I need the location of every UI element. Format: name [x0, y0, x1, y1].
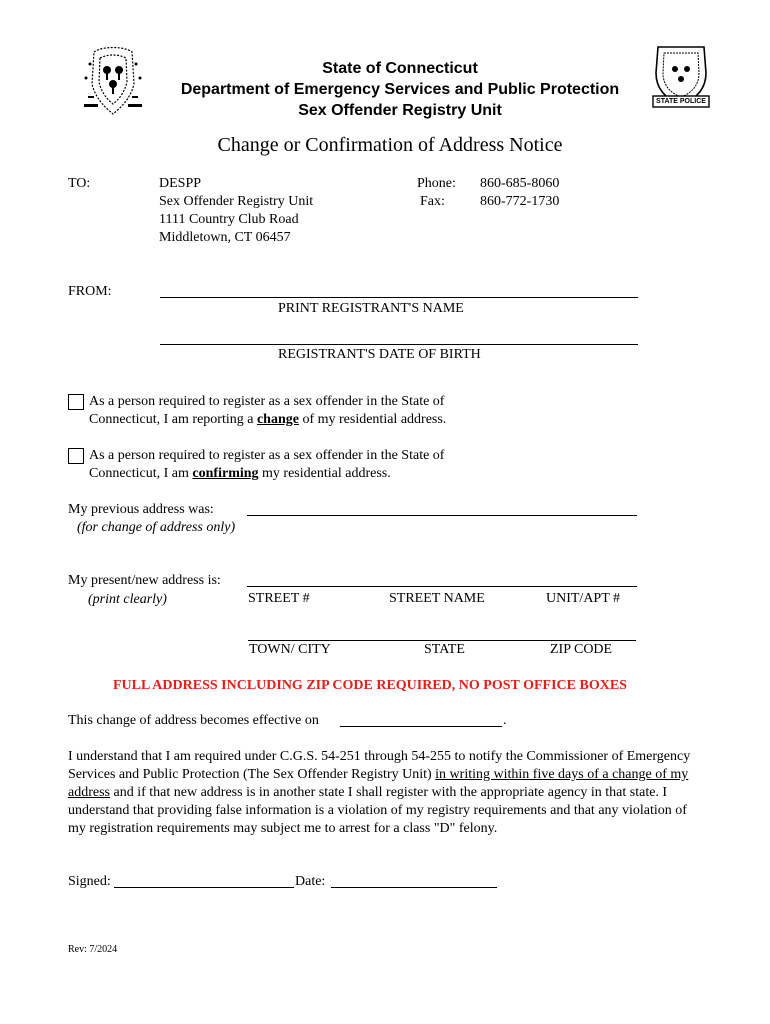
statement-text: and if that new address is in another state I shall register with the appropriate agency in that state. I understand that providing false information is a violation of my registry requirements and that any violation of my registration requirements may subject me to arrest for a class "D" felony.	[68, 785, 687, 836]
effective-date-text: This change of address becomes effective on	[68, 713, 319, 728]
change-option-line2	[89, 412, 446, 428]
statement-text: I understand that I am required under C.G.S. 54-251 through 54-255 to notify the Commissioner of Emergency Services and Public Protection (The Sex Offender Registry Unit)	[68, 749, 691, 782]
previous-address-label: My previous address was:	[68, 502, 214, 517]
unit-caption: UNIT/APT #	[546, 591, 621, 606]
present-address-label: My present/new address is:	[68, 573, 221, 588]
from-label: FROM:	[68, 284, 112, 299]
header-unit: Sex Offender Registry Unit	[298, 102, 502, 119]
fax-number: 860-772-1730	[480, 194, 560, 209]
signed-label: Signed:	[68, 874, 111, 889]
zip-required-warning: FULL ADDRESS INCLUDING ZIP CODE REQUIRED, NO POST OFFICE BOXES	[113, 678, 627, 693]
town-caption: TOWN/ CITY	[249, 642, 331, 657]
confirm-option-line1: As a person required to register as a sex offender in the State of	[89, 448, 445, 463]
change-option-line1: As a person required to register as a sex offender in the State of	[89, 394, 445, 409]
street-name-caption: STREET NAME	[389, 591, 485, 606]
phone-number: 860-685-8060	[480, 176, 560, 191]
street-number-caption: STREET #	[248, 591, 310, 606]
fax-label: Fax:	[420, 194, 445, 209]
previous-address-field[interactable]	[247, 515, 637, 516]
effective-date-period: .	[503, 713, 507, 728]
confirm-option-line2	[89, 466, 391, 482]
present-street-field[interactable]	[247, 586, 637, 587]
to-address-line: DESPP	[159, 176, 202, 191]
registrant-name-caption: PRINT REGISTRANT'S NAME	[278, 301, 464, 316]
revision-label: Rev: 7/2024	[68, 944, 118, 955]
zip-caption: ZIP CODE	[550, 642, 613, 657]
previous-address-note: (for change of address only)	[77, 520, 236, 535]
page-title: Change or Confirmation of Address Notice	[217, 134, 563, 156]
change-keyword: change	[256, 412, 299, 427]
change-checkbox[interactable]	[68, 394, 84, 410]
to-address-line: Middletown, CT 06457	[159, 230, 291, 245]
header-department: Department of Emergency Services and Public Protection	[180, 81, 620, 98]
registrant-dob-field[interactable]	[160, 344, 638, 345]
confirm-checkbox[interactable]	[68, 448, 84, 464]
present-town-field[interactable]	[248, 640, 636, 641]
badge-text: STATE POLICE	[656, 98, 706, 105]
phone-label: Phone:	[417, 176, 456, 191]
effective-date-field[interactable]	[340, 726, 502, 727]
signature-date-field[interactable]	[331, 887, 497, 888]
to-address-line: Sex Offender Registry Unit	[159, 194, 314, 209]
statement-underlined: in writing within five days of a change of my address	[68, 767, 689, 800]
to-label: TO:	[68, 176, 91, 191]
signature-field[interactable]	[114, 887, 294, 888]
acknowledgement-statement	[68, 748, 708, 838]
confirm-option-text: my residential address.	[258, 466, 391, 481]
registrant-dob-caption: REGISTRANT'S DATE OF BIRTH	[278, 347, 481, 362]
change-option-text: of my residential address.	[298, 412, 447, 427]
confirming-keyword: confirming	[192, 466, 259, 481]
date-label: Date:	[295, 874, 326, 889]
confirm-option-text: Connecticut, I am	[89, 466, 193, 481]
present-address-note: (print clearly)	[88, 592, 167, 607]
header-state: State of Connecticut	[322, 60, 478, 77]
to-address-line: 1111 Country Club Road	[159, 212, 299, 227]
change-option-text: Connecticut, I am reporting a	[89, 412, 257, 427]
state-caption: STATE	[424, 642, 465, 657]
registrant-name-field[interactable]	[160, 297, 638, 298]
